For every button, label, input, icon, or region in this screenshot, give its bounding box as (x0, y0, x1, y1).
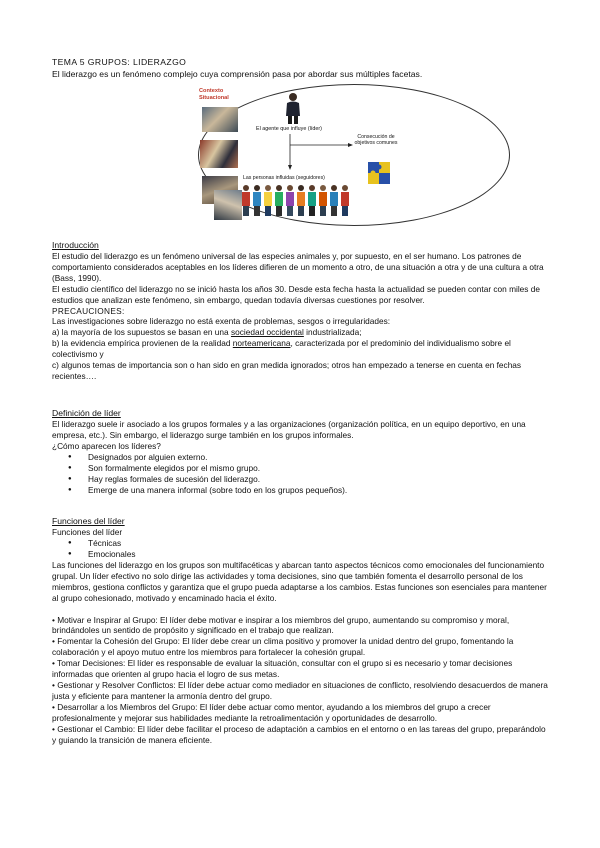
section-definicion (52, 408, 550, 496)
definicion-question: ¿Cómo aparecen los líderes? (52, 440, 161, 451)
definicion-paragraph: El liderazgo suele ir asociado a los grupos formales y a las organizaciones (organización política, en un equipo deportivo, en una empresa, etc.). Sin embargo, el liderazgo surge también en los grupos informales. (52, 419, 526, 440)
heading-definicion: Definición de líder (52, 408, 121, 418)
puzzle-icon (366, 160, 392, 186)
followers-label: Las personas influidas (seguidores) (243, 175, 325, 181)
funciones-paragraph: Las funciones del liderazgo en los grupos son multifacéticas y abarcan tanto aspectos técnicos como emocionales del funcionamiento grupal. Un líder efectivo no solo dirige las actividades y toma decisiones, sino que también fomenta el desarrollo personal de los miembros, gestiona conflictos y garantiza que el grupo pueda adaptarse a los cambios. Estas funciones son esenciales para mantener al grupo cohesionado, motivado y encaminado hacia el éxito. (52, 559, 547, 603)
list-item: ● Son formalmente elegidos por el mismo grupo. (88, 463, 550, 474)
section-introduccion (52, 240, 550, 382)
leadership-diagram (188, 80, 428, 226)
intro-paragraph-1: El estudio del liderazgo es un fenómeno universal de las especies animales y, por supuesto, en el ser humano. Los patrones de comportamiento considerados aceptables en los líderes difieren de un momento a otro, de una situación a otra y de una cultura a otra (Bass, 1990). (52, 251, 544, 283)
heading-introduccion: Introducción (52, 240, 99, 250)
heading-funciones: Funciones del líder (52, 516, 125, 526)
point-c: c) algunos temas de importancia son o han sido en gran medida ignorados; otros han empezado a tenerse en cuenta en fechas recientes…. (52, 360, 522, 381)
function-point: • Tomar Decisiones: El líder es responsable de evaluar la situación, consultar con el grupo si es necesario y tomar decisiones informadas que orienten al grupo hacia el logro de sus metas. (52, 658, 513, 680)
leader-origin-list (52, 452, 550, 496)
context-label: Contexto Situacional (199, 88, 229, 101)
photo-crowd (214, 190, 242, 220)
page-title: TEMA 5 GRUPOS: LIDERAZGO (52, 57, 187, 67)
function-point: • Gestionar el Cambio: El líder debe facilitar el proceso de adaptación a cambios en el entorno o en las tareas del grupo, preparándolo y guiando la transición de manera eficiente. (52, 723, 546, 745)
goals-label: Consecución de objetivos comunes (354, 134, 398, 146)
agent-label: El agente que influye (líder) (256, 126, 322, 132)
precauciones-label: PRECAUCIONES: (52, 305, 125, 316)
intro-paragraph-3: Las investigaciones sobre liderazgo no está exenta de problemas, sesgos o irregularidades: (52, 316, 391, 327)
point-a: a) la mayoría de los supuestos se basan en una sociedad occidental industrializada; (52, 327, 362, 338)
function-point: • Fomentar la Cohesión del Grupo: El líder debe crear un clima positivo y promover la unidad dentro del grupo, fomentando la colaboración y el apoyo mutuo entre los miembros para fortalecer la cohesión grupal. (52, 636, 514, 658)
list-item: ● Hay reglas formales de sucesión del liderazgo. (88, 474, 550, 485)
photo-meeting (202, 107, 238, 132)
function-types-list (52, 538, 550, 560)
intro-sentence: El liderazgo es un fenómeno complejo cuya comprensión pasa por abordar sus múltiples facetas. (52, 69, 423, 79)
followers-figures (240, 183, 352, 217)
function-point: • Gestionar y Resolver Conflictos: El líder debe actuar como mediador en situaciones de conflicto, resolviendo desacuerdos de manera justa y eficiente para mantener la armonía dentro del grupo. (52, 679, 548, 701)
function-point: • Desarrollar a los Miembros del Grupo: El líder debe actuar como mentor, ayudando a los miembros del grupo a crecer profesionalmente y mejorar sus habilidades mediante la retroalimentación y oportunidades de desarrollo. (52, 701, 491, 723)
list-item: ● Técnicas (88, 538, 550, 549)
list-item: ● Emocionales (88, 549, 550, 560)
function-point: • Motivar e Inspirar al Grupo: El líder debe motivar e inspirar a los miembros del grupo, aumentando su compromiso y moral, brindándoles un sentido de propósito y significado en el trabajo que realizan. (52, 614, 510, 636)
list-item: ● Emerge de una manera informal (sobre todo en los grupos pequeños). (88, 485, 550, 496)
section-funciones (52, 516, 550, 745)
photo-group (200, 140, 238, 168)
point-b: b) la evidencia empírica provienen de la realidad norteamericana, caracterizada por el predominio del individualismo sobre el colectivismo y (52, 338, 511, 360)
list-item: ● Designados por alguien externo. (88, 452, 550, 463)
intro-paragraph-2: El estudio científico del liderazgo no se inició hasta los años 30. Desde esta fecha hasta la actualidad se pueden contar con miles de estudios que analizan este fenómeno, sin embargo, quedan todavía diversas cuestiones por resolver. (52, 283, 540, 305)
funciones-subheading: Funciones del líder (52, 527, 123, 537)
